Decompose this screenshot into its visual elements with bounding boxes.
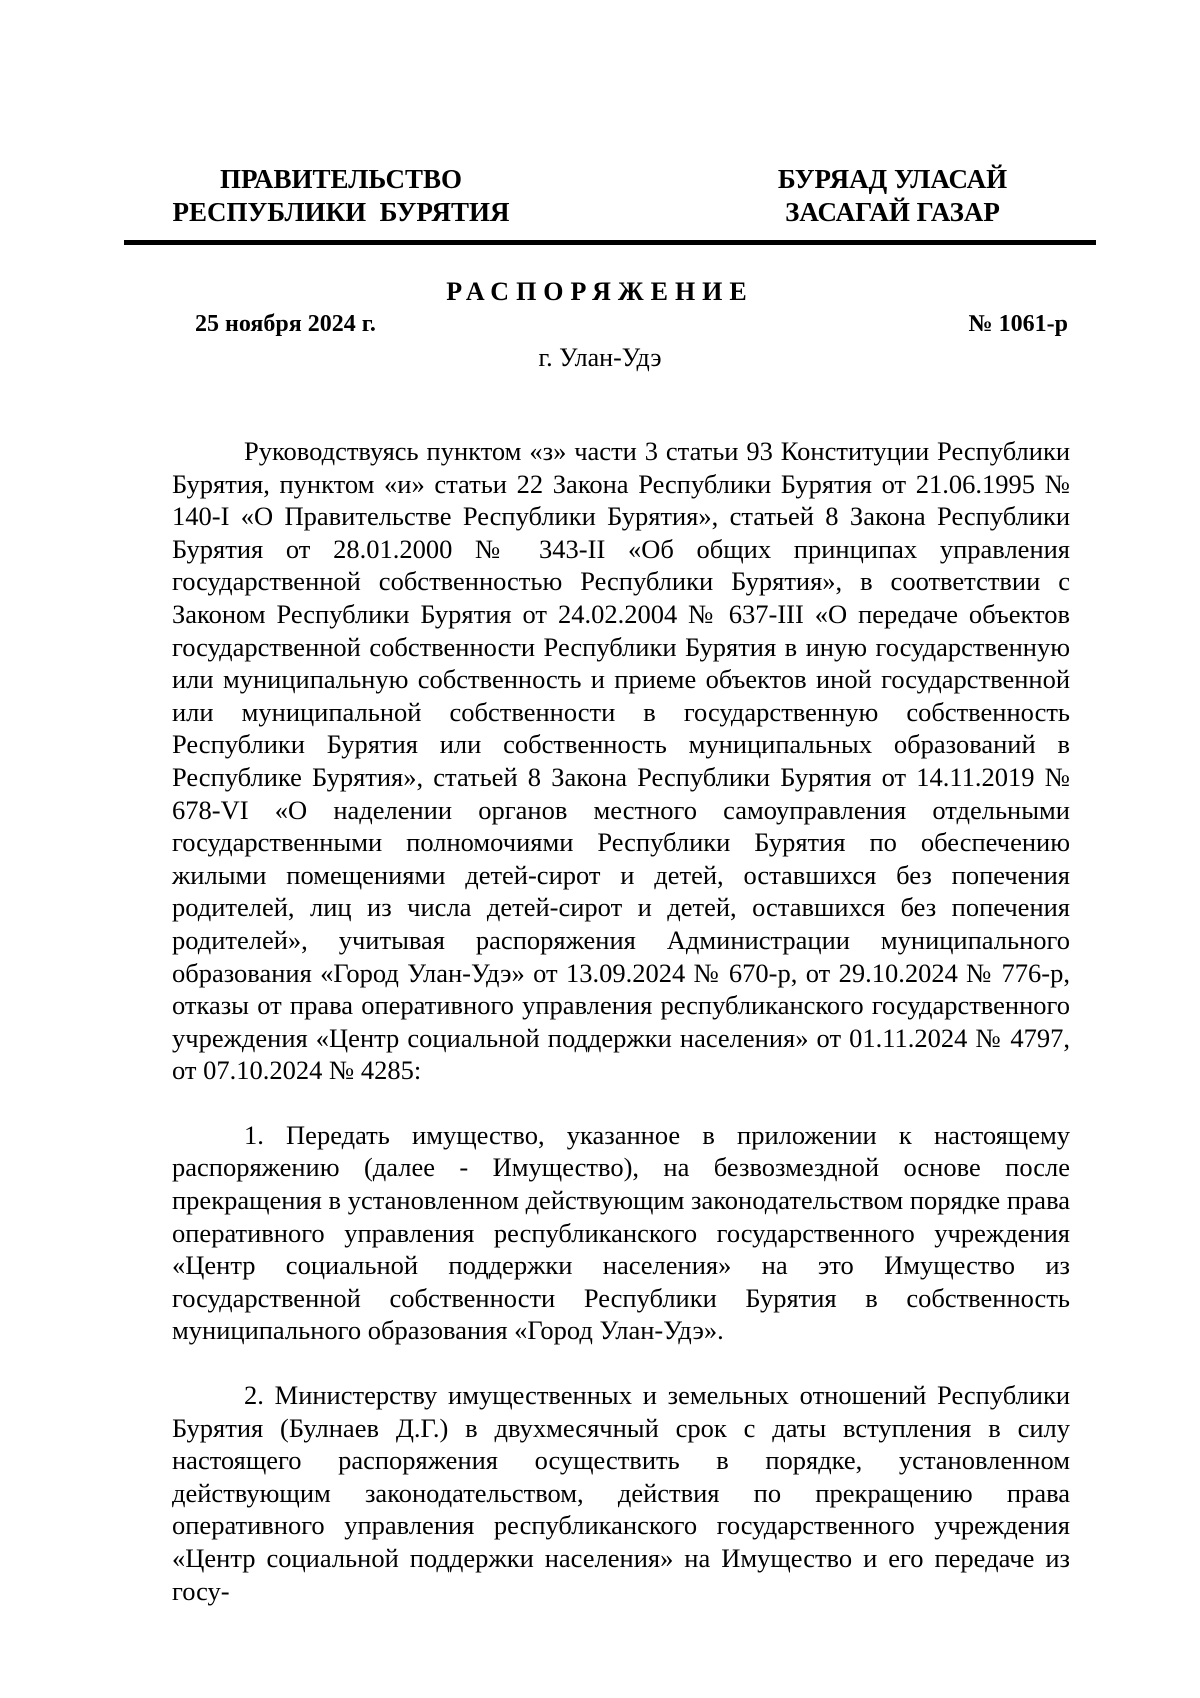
issuer-ru-line2: РЕСПУБЛИКИ БУРЯТИЯ <box>172 197 510 227</box>
issuer-ru <box>158 163 524 229</box>
issuer-bua-line2: ЗАСАГАЙ ГАЗАР <box>785 197 1000 227</box>
document-city: г. Улан-Удэ <box>538 343 662 372</box>
document-body <box>172 435 1070 1607</box>
document-date: 25 ноября 2024 г. <box>195 311 376 337</box>
issuer-bua-line1: БУРЯАД УЛАСАЙ <box>777 164 1008 194</box>
item-1-paragraph: 1. Передать имущество, указанное в приложении к настоящему распоряжению (далее - Имущество), на безвозмездной основе после прекращения в установленном действующим законодательством порядке права оперативного управления республиканского государственного учреждения «Центр социальной поддержки населения» на это Имущество из государственной собственности Республики Бурятия в собственность муниципального образования «Город Улан-Удэ». <box>172 1119 1070 1346</box>
document-number: № 1061-р <box>968 311 1068 337</box>
preamble-paragraph: Руководствуясь пунктом «з» части 3 статьи 93 Конституции Республики Бурятия, пунктом «и» статьи 22 Закона Республики Бурятия от 21.06.1995 № 140-I «О Правительстве Республики Бурятия», статьей 8 Закона Республики Бурятия от 28.01.2000 № 343-II «Об общих принципах управления государственной собственностью Республики Бурятия», в соответствии с Законом Республики Бурятия от 24.02.2004 № 637-III «О передаче объектов государственной собственности Республики Бурятия в иную государственную или муниципальную собственность и приеме объектов иной государственной или муниципальной собственности в государственную собственность Республики Бурятия или собственность муниципальных образований в Республике Бурятия», статьей 8 Закона Республики Бурятия от 14.11.2019 № 678-VI «О наделении органов местного самоуправления отдельными государственными полномочиями Республики Бурятия по обеспечению жилыми помещениями детей-сирот и детей, оставшихся без попечения родителей, лиц из числа детей-сирот и детей, оставшихся без попечения родителей», учитывая распоряжения Администрации муниципального образования «Город Улан-Удэ» от 13.09.2024 № 670-р, от 29.10.2024 № 776-р, отказы от права оперативного управления республиканского государственного учреждения «Центр социальной поддержки населения» от 01.11.2024 № 4797, от 07.10.2024 № 4285: <box>172 436 1070 1086</box>
issuer-bua <box>735 163 1050 229</box>
issuer-ru-line1: ПРАВИТЕЛЬСТВО <box>219 164 463 194</box>
document-type: РАСПОРЯЖЕНИЕ <box>446 277 754 306</box>
item-2-paragraph: 2. Министерству имущественных и земельных отношений Республики Бурятия (Булнаев Д.Г.) в двухмесячный срок с даты вступления в силу настоящего распоряжения осуществить в порядке, установленном действующим законодательством, действия по прекращению права оперативного управления республиканского государственного учреждения «Центр социальной поддержки населения» на Имущество и его передаче из госу- <box>172 1380 1070 1606</box>
header-divider <box>124 240 1096 245</box>
